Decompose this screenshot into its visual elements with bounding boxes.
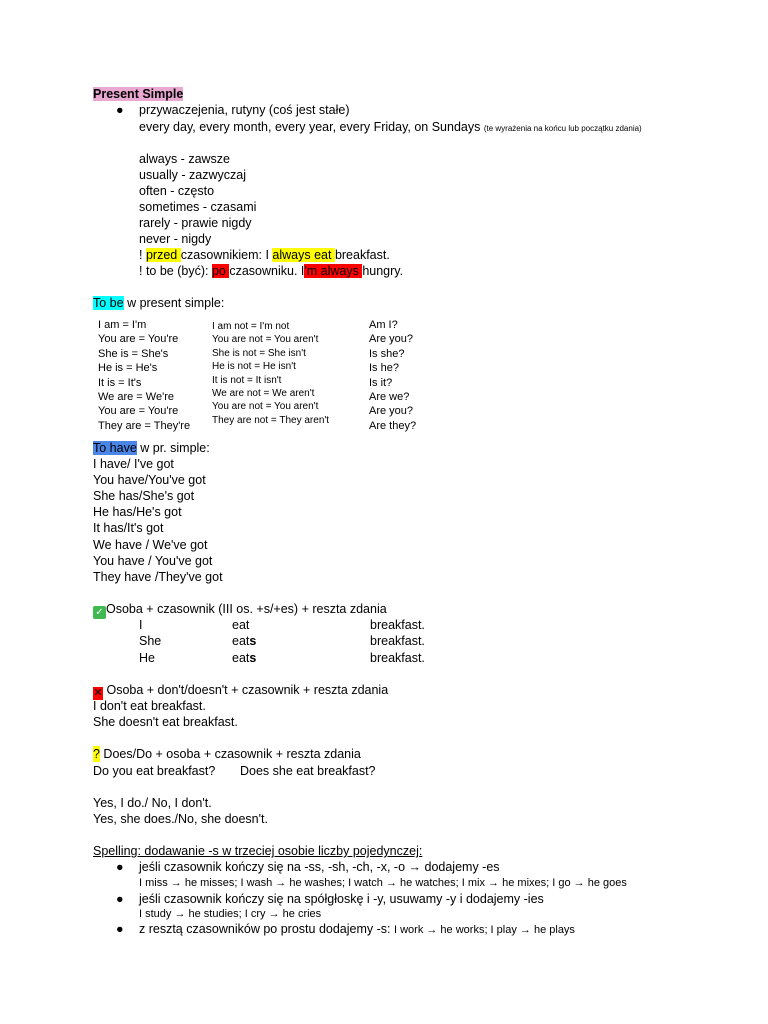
adverb-rarely: rarely - prawie nigdy <box>139 216 252 230</box>
rule1-part-c: breakfast. <box>334 248 390 262</box>
spelling-examples: I miss → he misses; I wash → he washes; I watch → he watches; I mix → he mixes; I go → he goes <box>139 877 627 889</box>
list-item: They are = They're <box>98 419 191 432</box>
check-mark-icon: ✓ <box>93 606 106 619</box>
list-item: Are you? <box>369 333 414 346</box>
usage-bullet: przywaczejenia, rutyny (coś jest stałe) <box>139 103 350 117</box>
list-item: It is not = It isn't <box>212 374 282 386</box>
list-item: We are = We're <box>98 391 174 404</box>
positive-rest: breakfast. <box>370 651 425 665</box>
bullet: ● <box>116 103 124 117</box>
tohave-heading <box>93 440 210 456</box>
time-expressions-note: (te wyrażenia na końcu lub początku zdania) <box>483 124 642 133</box>
positive-verb <box>232 650 256 666</box>
list-item: You are not = You aren't <box>212 401 319 413</box>
tobe-questions-column <box>369 318 416 433</box>
question-example-1: Do you eat breakfast? <box>93 764 216 778</box>
list-item: She is not = She isn't <box>212 347 306 359</box>
list-item: Am I? <box>369 319 398 331</box>
list-item: I am not = I'm not <box>212 321 290 332</box>
verb-base: eat <box>232 618 250 632</box>
positive-rest: breakfast. <box>370 634 425 648</box>
list-item: You are not = You aren't <box>212 334 319 346</box>
verb-base: eat <box>232 651 250 665</box>
list-item: He has/He's got <box>93 505 182 519</box>
negative-formula-text: Osoba + don't/doesn't + czasownik + reszta zdania <box>103 683 389 697</box>
list-item: Are we? <box>369 391 410 404</box>
list-item: He is not = He isn't <box>212 361 296 373</box>
spelling-examples: I study → he studies; I cry → he cries <box>139 908 322 920</box>
time-expressions-text: every day, every month, every year, every Friday, on Sundays <box>139 120 481 134</box>
time-expressions <box>139 119 642 137</box>
bullet: ● <box>116 860 124 874</box>
question-formula-text: Does/Do + osoba + czasownik + reszta zdania <box>99 747 361 761</box>
rule2-highlight-2: 'm always <box>304 264 363 278</box>
cross-mark-icon: ✕ <box>93 687 103 699</box>
list-item: We have / We've got <box>93 538 208 552</box>
positive-verb <box>232 617 249 633</box>
rule-before-verb <box>139 247 390 263</box>
tobe-heading-highlight: To be <box>93 296 124 310</box>
list-item: You have/You've got <box>93 473 206 487</box>
list-item: She is = She's <box>98 347 169 360</box>
positive-formula-text: Osoba + czasownik (III os. +s/+es) + reszta zdania <box>106 602 387 616</box>
spelling-rule: jeśli czasownik kończy się na -ss, -sh, -ch, -x, -o → dodajemy -es <box>139 860 500 874</box>
list-item: Is it? <box>369 376 393 389</box>
question-mark-icon: ? <box>93 747 100 761</box>
positive-subject: She <box>139 634 162 648</box>
rule1-part-a: ! <box>139 248 146 262</box>
tohave-heading-highlight: To have <box>93 441 137 455</box>
list-item: You are = You're <box>98 333 179 346</box>
list-item: They have /They've got <box>93 570 223 584</box>
rule2-part-b: czasowniku. I <box>229 264 305 278</box>
list-item: I am = I'm <box>98 319 147 331</box>
list-item: It has/It's got <box>93 521 164 535</box>
rule1-highlight: przed <box>145 248 181 262</box>
rule2-part-a: ! to be (być): <box>139 264 212 278</box>
tobe-negative-column <box>212 320 329 427</box>
rule1-part-b: czasownikiem: I <box>180 248 273 262</box>
rule2-part-c: hungry. <box>362 264 404 278</box>
question-example-2: Does she eat breakfast? <box>240 764 376 778</box>
tohave-heading-rest: w pr. simple: <box>136 441 210 455</box>
negative-example: I don't eat breakfast. <box>93 699 206 713</box>
positive-subject: I <box>139 618 143 632</box>
positive-subject: He <box>139 651 155 665</box>
list-item: He is = He's <box>98 362 158 375</box>
positive-rest: breakfast. <box>370 618 425 632</box>
spelling-rule-3 <box>139 921 575 938</box>
adverb-usually: usually - zazwyczaj <box>139 168 246 182</box>
spelling-examples: I work → he works; I play → he plays <box>393 924 575 936</box>
positive-verb <box>232 633 256 649</box>
tobe-heading <box>93 295 224 311</box>
tobe-heading-rest: w present simple: <box>123 296 225 310</box>
rule2-highlight: po <box>211 264 230 278</box>
adverb-sometimes: sometimes - czasami <box>139 200 257 214</box>
list-item: I have/ I've got <box>93 457 174 471</box>
rule-after-tobe <box>139 263 403 279</box>
spelling-heading: Spelling: dodawanie -s w trzeciej osobie liczby pojedynczej: <box>93 844 423 858</box>
spelling-rule: jeśli czasownik kończy się na spółgłoskę i -y, usuwamy -y i dodajemy -ies <box>139 892 544 906</box>
list-item: We are not = We aren't <box>212 388 315 400</box>
adverb-often: often - często <box>139 184 215 198</box>
list-item: Is he? <box>369 362 399 375</box>
adverb-never: never - nigdy <box>139 232 212 246</box>
list-item: It is = It's <box>98 376 142 389</box>
list-item: You are = You're <box>98 405 179 418</box>
list-item: Are you? <box>369 405 414 418</box>
adverb-always: always - zawsze <box>139 152 230 166</box>
spelling-rule: z resztą czasowników po prostu dodajemy -s: <box>139 922 391 936</box>
list-item: She has/She's got <box>93 489 195 503</box>
verb-ending: s <box>249 651 257 665</box>
list-item: Are they? <box>369 419 417 432</box>
list-item: You have / You've got <box>93 554 213 568</box>
list-item: Is she? <box>369 347 405 360</box>
verb-ending: s <box>249 634 257 648</box>
page-title: Present Simple <box>93 87 184 101</box>
short-answer: Yes, she does./No, she doesn't. <box>93 812 268 826</box>
list-item: They are not = They aren't <box>212 414 330 426</box>
bullet: ● <box>116 922 124 936</box>
rule1-highlight-2: always eat <box>272 248 335 262</box>
negative-example: She doesn't eat breakfast. <box>93 715 238 729</box>
short-answer: Yes, I do./ No, I don't. <box>93 796 212 810</box>
bullet: ● <box>116 892 124 906</box>
tobe-affirmative-column <box>98 318 190 433</box>
verb-base: eat <box>232 634 250 648</box>
question-formula <box>93 746 361 762</box>
